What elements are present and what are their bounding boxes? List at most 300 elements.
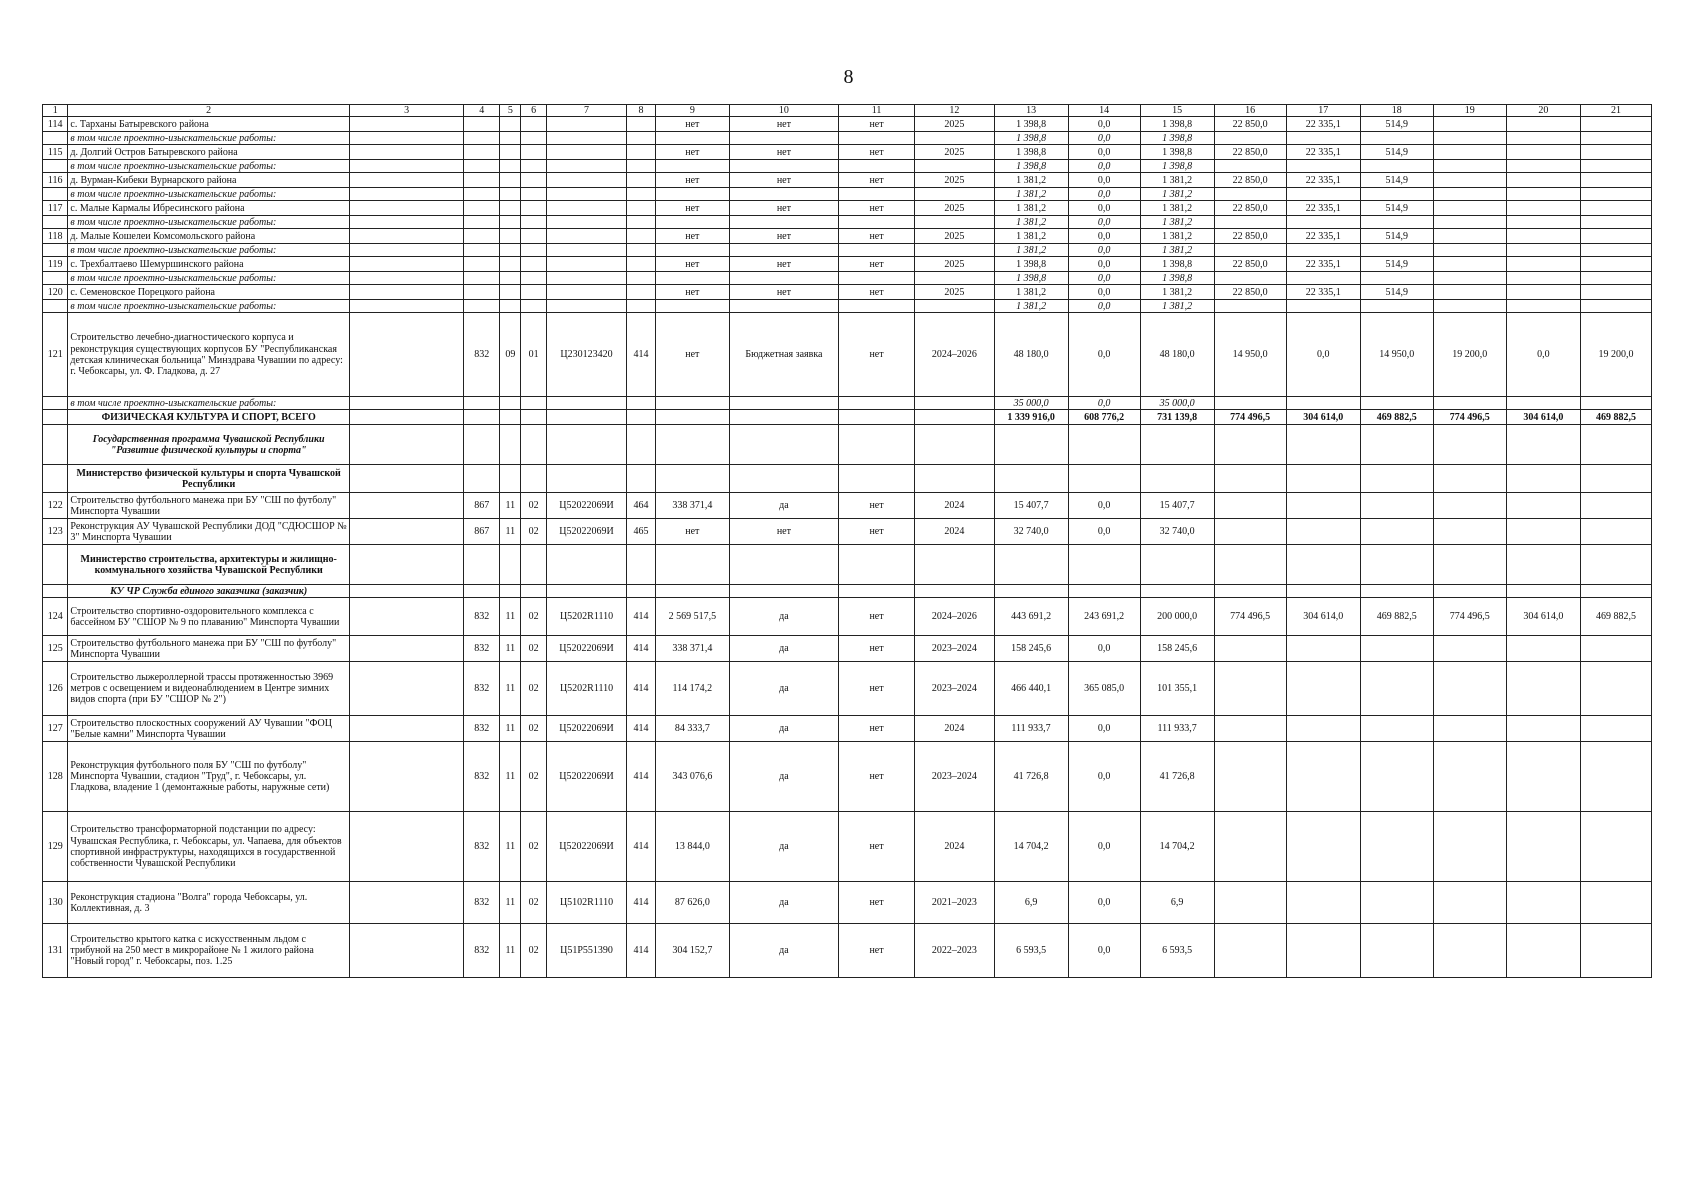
header-cell-18: 18 bbox=[1360, 105, 1433, 117]
cell-col-20 bbox=[1506, 397, 1580, 410]
cell-col-13: 1 381,2 bbox=[994, 300, 1068, 313]
object-name-cell: КУ ЧР Служба единого заказчика (заказчик) bbox=[68, 585, 350, 598]
cell-col-7 bbox=[546, 216, 626, 229]
cell-col-11 bbox=[838, 410, 914, 425]
cell-col-1 bbox=[43, 188, 68, 201]
table-row bbox=[43, 313, 1652, 397]
cell-col-17: 22 335,1 bbox=[1286, 117, 1360, 132]
cell-col-12: 2025 bbox=[915, 145, 994, 160]
cell-col-16 bbox=[1214, 519, 1286, 545]
cell-col-7: Ц52022069И bbox=[546, 742, 626, 812]
cell-col-13: 111 933,7 bbox=[994, 716, 1068, 742]
cell-col-5 bbox=[500, 132, 521, 145]
cell-col-8: 414 bbox=[627, 662, 656, 716]
table-row bbox=[43, 257, 1652, 272]
cell-col-18 bbox=[1360, 545, 1433, 585]
cell-col-1: 117 bbox=[43, 201, 68, 216]
cell-col-8 bbox=[627, 117, 656, 132]
cell-col-6 bbox=[521, 117, 546, 132]
subtotal-row bbox=[43, 272, 1652, 285]
cell-col-21 bbox=[1580, 145, 1651, 160]
cell-col-7: Ц51P551390 bbox=[546, 924, 626, 978]
cell-col-7 bbox=[546, 160, 626, 173]
cell-col-11: нет bbox=[838, 742, 914, 812]
cell-col-4 bbox=[464, 173, 500, 188]
cell-col-15: 6 593,5 bbox=[1140, 924, 1214, 978]
cell-col-4 bbox=[464, 465, 500, 493]
cell-col-13: 1 398,8 bbox=[994, 160, 1068, 173]
cell-col-17: 304 614,0 bbox=[1286, 598, 1360, 636]
cell-col-18 bbox=[1360, 160, 1433, 173]
cell-col-12 bbox=[915, 132, 994, 145]
cell-col-6 bbox=[521, 285, 546, 300]
cell-col-17 bbox=[1286, 519, 1360, 545]
cell-col-20 bbox=[1506, 188, 1580, 201]
cell-col-10 bbox=[729, 132, 838, 145]
cell-col-12 bbox=[915, 585, 994, 598]
cell-col-1: 120 bbox=[43, 285, 68, 300]
cell-col-3 bbox=[349, 201, 463, 216]
header-row bbox=[43, 105, 1652, 117]
cell-col-8 bbox=[627, 300, 656, 313]
cell-col-9: нет bbox=[655, 117, 729, 132]
header-cell-9: 9 bbox=[655, 105, 729, 117]
cell-col-21 bbox=[1580, 216, 1651, 229]
object-name-cell: в том числе проектно-изыскательские работы: bbox=[68, 397, 350, 410]
cell-col-1: 125 bbox=[43, 636, 68, 662]
cell-col-6 bbox=[521, 244, 546, 257]
header-cell-3: 3 bbox=[349, 105, 463, 117]
table-row bbox=[43, 173, 1652, 188]
cell-col-5: 11 bbox=[500, 742, 521, 812]
object-name-cell: в том числе проектно-изыскательские работы: bbox=[68, 272, 350, 285]
cell-col-19 bbox=[1433, 188, 1506, 201]
cell-col-4 bbox=[464, 188, 500, 201]
cell-col-6: 01 bbox=[521, 313, 546, 397]
cell-col-7 bbox=[546, 397, 626, 410]
cell-col-15: 200 000,0 bbox=[1140, 598, 1214, 636]
cell-col-10 bbox=[729, 465, 838, 493]
cell-col-14 bbox=[1068, 425, 1140, 465]
cell-col-17: 22 335,1 bbox=[1286, 229, 1360, 244]
cell-col-4 bbox=[464, 410, 500, 425]
cell-col-7: Ц5202R1110 bbox=[546, 662, 626, 716]
cell-col-16 bbox=[1214, 812, 1286, 882]
subtotal-row bbox=[43, 188, 1652, 201]
cell-col-6: 02 bbox=[521, 924, 546, 978]
cell-col-11 bbox=[838, 188, 914, 201]
cell-col-20 bbox=[1506, 272, 1580, 285]
cell-col-9 bbox=[655, 425, 729, 465]
cell-col-3 bbox=[349, 585, 463, 598]
cell-col-14: 0,0 bbox=[1068, 117, 1140, 132]
cell-col-13: 1 381,2 bbox=[994, 173, 1068, 188]
cell-col-5: 11 bbox=[500, 812, 521, 882]
cell-col-7: Ц52022069И bbox=[546, 636, 626, 662]
cell-col-13 bbox=[994, 425, 1068, 465]
cell-col-6 bbox=[521, 410, 546, 425]
cell-col-16 bbox=[1214, 300, 1286, 313]
cell-col-4 bbox=[464, 397, 500, 410]
cell-col-20 bbox=[1506, 636, 1580, 662]
budget-table bbox=[42, 104, 1652, 978]
cell-col-20 bbox=[1506, 662, 1580, 716]
cell-col-15 bbox=[1140, 585, 1214, 598]
cell-col-5: 11 bbox=[500, 716, 521, 742]
cell-col-18 bbox=[1360, 132, 1433, 145]
cell-col-10: нет bbox=[729, 257, 838, 272]
object-name-cell: в том числе проектно-изыскательские работы: bbox=[68, 244, 350, 257]
object-name-cell: Министерство строительства, архитектуры и жилищно-коммунального хозяйства Чувашской Республики bbox=[68, 545, 350, 585]
cell-col-12 bbox=[915, 216, 994, 229]
cell-col-6 bbox=[521, 272, 546, 285]
cell-col-1 bbox=[43, 216, 68, 229]
cell-col-6 bbox=[521, 188, 546, 201]
cell-col-9: 114 174,2 bbox=[655, 662, 729, 716]
cell-col-9: нет bbox=[655, 145, 729, 160]
cell-col-9: 304 152,7 bbox=[655, 924, 729, 978]
cell-col-4: 832 bbox=[464, 636, 500, 662]
cell-col-9 bbox=[655, 160, 729, 173]
cell-col-10 bbox=[729, 545, 838, 585]
cell-col-7: Ц52022069И bbox=[546, 519, 626, 545]
cell-col-16 bbox=[1214, 882, 1286, 924]
cell-col-12: 2023–2024 bbox=[915, 662, 994, 716]
cell-col-5 bbox=[500, 257, 521, 272]
cell-col-20 bbox=[1506, 285, 1580, 300]
cell-col-21 bbox=[1580, 812, 1651, 882]
cell-col-14 bbox=[1068, 545, 1140, 585]
cell-col-21 bbox=[1580, 742, 1651, 812]
cell-col-4 bbox=[464, 132, 500, 145]
cell-col-9 bbox=[655, 216, 729, 229]
cell-col-19 bbox=[1433, 229, 1506, 244]
cell-col-19: 19 200,0 bbox=[1433, 313, 1506, 397]
cell-col-11: нет bbox=[838, 173, 914, 188]
cell-col-19 bbox=[1433, 145, 1506, 160]
header-cell-1: 1 bbox=[43, 105, 68, 117]
cell-col-1: 116 bbox=[43, 173, 68, 188]
cell-col-10: нет bbox=[729, 145, 838, 160]
cell-col-12: 2023–2024 bbox=[915, 742, 994, 812]
cell-col-14: 0,0 bbox=[1068, 145, 1140, 160]
cell-col-17: 22 335,1 bbox=[1286, 257, 1360, 272]
table-row bbox=[43, 545, 1652, 585]
cell-col-4: 832 bbox=[464, 812, 500, 882]
cell-col-10: да bbox=[729, 882, 838, 924]
table-row bbox=[43, 201, 1652, 216]
cell-col-3 bbox=[349, 742, 463, 812]
cell-col-13: 32 740,0 bbox=[994, 519, 1068, 545]
cell-col-10: да bbox=[729, 716, 838, 742]
cell-col-21 bbox=[1580, 117, 1651, 132]
cell-col-7 bbox=[546, 229, 626, 244]
object-name-cell: д. Малые Кошелеи Комсомольского района bbox=[68, 229, 350, 244]
cell-col-3 bbox=[349, 229, 463, 244]
cell-col-21: 469 882,5 bbox=[1580, 598, 1651, 636]
object-name-cell: Министерство физической культуры и спорта Чувашской Республики bbox=[68, 465, 350, 493]
cell-col-13: 1 339 916,0 bbox=[994, 410, 1068, 425]
cell-col-16 bbox=[1214, 545, 1286, 585]
object-name-cell: Строительство крытого катка с искусственным льдом с трибуной на 250 мест в микрорайоне № 1 жилого района "Новый город" г. Чебоксары, поз. 1.25 bbox=[68, 924, 350, 978]
cell-col-16 bbox=[1214, 160, 1286, 173]
cell-col-21 bbox=[1580, 545, 1651, 585]
subtotal-row bbox=[43, 300, 1652, 313]
cell-col-18 bbox=[1360, 425, 1433, 465]
table-row bbox=[43, 117, 1652, 132]
cell-col-16: 22 850,0 bbox=[1214, 201, 1286, 216]
cell-col-15 bbox=[1140, 545, 1214, 585]
cell-col-11 bbox=[838, 300, 914, 313]
cell-col-6 bbox=[521, 545, 546, 585]
cell-col-11: нет bbox=[838, 882, 914, 924]
cell-col-15: 1 398,8 bbox=[1140, 160, 1214, 173]
cell-col-18: 514,9 bbox=[1360, 201, 1433, 216]
cell-col-3 bbox=[349, 272, 463, 285]
cell-col-10: да bbox=[729, 662, 838, 716]
cell-col-8 bbox=[627, 397, 656, 410]
table-row bbox=[43, 285, 1652, 300]
cell-col-12: 2025 bbox=[915, 285, 994, 300]
cell-col-11: нет bbox=[838, 636, 914, 662]
cell-col-17: 22 335,1 bbox=[1286, 145, 1360, 160]
cell-col-6 bbox=[521, 300, 546, 313]
cell-col-14: 0,0 bbox=[1068, 173, 1140, 188]
cell-col-17: 0,0 bbox=[1286, 313, 1360, 397]
cell-col-7: Ц52022069И bbox=[546, 812, 626, 882]
cell-col-6 bbox=[521, 173, 546, 188]
cell-col-8: 414 bbox=[627, 636, 656, 662]
cell-col-7 bbox=[546, 272, 626, 285]
object-name-cell: в том числе проектно-изыскательские работы: bbox=[68, 132, 350, 145]
cell-col-15: 1 381,2 bbox=[1140, 285, 1214, 300]
table-row bbox=[43, 924, 1652, 978]
cell-col-14: 0,0 bbox=[1068, 272, 1140, 285]
cell-col-20 bbox=[1506, 160, 1580, 173]
header-cell-15: 15 bbox=[1140, 105, 1214, 117]
cell-col-11 bbox=[838, 272, 914, 285]
cell-col-15: 1 398,8 bbox=[1140, 272, 1214, 285]
object-name-cell: Строительство футбольного манежа при БУ "СШ по футболу" Минспорта Чувашии bbox=[68, 493, 350, 519]
cell-col-17 bbox=[1286, 216, 1360, 229]
cell-col-19 bbox=[1433, 160, 1506, 173]
cell-col-16: 22 850,0 bbox=[1214, 145, 1286, 160]
cell-col-1: 114 bbox=[43, 117, 68, 132]
header-cell-11: 11 bbox=[838, 105, 914, 117]
cell-col-5: 11 bbox=[500, 636, 521, 662]
cell-col-8 bbox=[627, 285, 656, 300]
cell-col-16 bbox=[1214, 132, 1286, 145]
cell-col-12 bbox=[915, 545, 994, 585]
cell-col-8 bbox=[627, 216, 656, 229]
table-row bbox=[43, 229, 1652, 244]
cell-col-13 bbox=[994, 465, 1068, 493]
cell-col-16: 774 496,5 bbox=[1214, 598, 1286, 636]
cell-col-8 bbox=[627, 257, 656, 272]
header-cell-6: 6 bbox=[521, 105, 546, 117]
cell-col-9 bbox=[655, 585, 729, 598]
cell-col-18: 514,9 bbox=[1360, 145, 1433, 160]
cell-col-19 bbox=[1433, 742, 1506, 812]
cell-col-19 bbox=[1433, 636, 1506, 662]
cell-col-8 bbox=[627, 132, 656, 145]
cell-col-15 bbox=[1140, 465, 1214, 493]
cell-col-14: 0,0 bbox=[1068, 742, 1140, 812]
cell-col-13: 48 180,0 bbox=[994, 313, 1068, 397]
cell-col-11: нет bbox=[838, 812, 914, 882]
cell-col-8: 414 bbox=[627, 716, 656, 742]
cell-col-9: нет bbox=[655, 313, 729, 397]
cell-col-20 bbox=[1506, 585, 1580, 598]
cell-col-13: 158 245,6 bbox=[994, 636, 1068, 662]
cell-col-7 bbox=[546, 244, 626, 257]
cell-col-17 bbox=[1286, 545, 1360, 585]
cell-col-1 bbox=[43, 410, 68, 425]
cell-col-19 bbox=[1433, 882, 1506, 924]
cell-col-5 bbox=[500, 244, 521, 257]
cell-col-20 bbox=[1506, 465, 1580, 493]
cell-col-5: 09 bbox=[500, 313, 521, 397]
cell-col-11: нет bbox=[838, 201, 914, 216]
cell-col-17 bbox=[1286, 188, 1360, 201]
header-cell-21: 21 bbox=[1580, 105, 1651, 117]
cell-col-19 bbox=[1433, 662, 1506, 716]
cell-col-14: 0,0 bbox=[1068, 201, 1140, 216]
cell-col-17 bbox=[1286, 493, 1360, 519]
cell-col-1: 123 bbox=[43, 519, 68, 545]
cell-col-1: 121 bbox=[43, 313, 68, 397]
cell-col-16: 22 850,0 bbox=[1214, 285, 1286, 300]
header-cell-8: 8 bbox=[627, 105, 656, 117]
cell-col-17 bbox=[1286, 397, 1360, 410]
cell-col-10: Бюджетная заявка bbox=[729, 313, 838, 397]
header-cell-20: 20 bbox=[1506, 105, 1580, 117]
cell-col-8 bbox=[627, 465, 656, 493]
cell-col-14: 0,0 bbox=[1068, 160, 1140, 173]
cell-col-21 bbox=[1580, 882, 1651, 924]
cell-col-6: 02 bbox=[521, 598, 546, 636]
cell-col-19 bbox=[1433, 257, 1506, 272]
cell-col-8 bbox=[627, 244, 656, 257]
cell-col-1 bbox=[43, 397, 68, 410]
cell-col-5 bbox=[500, 216, 521, 229]
object-name-cell: Строительство спортивно-оздоровительного комплекса с бассейном БУ "СШОР № 9 по плаванию" Минспорта Чувашии bbox=[68, 598, 350, 636]
cell-col-3 bbox=[349, 300, 463, 313]
cell-col-12 bbox=[915, 410, 994, 425]
cell-col-14: 243 691,2 bbox=[1068, 598, 1140, 636]
subtotal-row bbox=[43, 132, 1652, 145]
cell-col-11: нет bbox=[838, 229, 914, 244]
cell-col-13: 14 704,2 bbox=[994, 812, 1068, 882]
object-name-cell: Реконструкция футбольного поля БУ "СШ по футболу" Минспорта Чувашии, стадион "Труд", г. Чебоксары, ул. Гладкова, владение 1 (демонтажные работы, наружные сети) bbox=[68, 742, 350, 812]
subtotal-row bbox=[43, 244, 1652, 257]
cell-col-3 bbox=[349, 244, 463, 257]
cell-col-19 bbox=[1433, 585, 1506, 598]
cell-col-20 bbox=[1506, 132, 1580, 145]
object-name-cell: д. Долгий Остров Батыревского района bbox=[68, 145, 350, 160]
cell-col-5: 11 bbox=[500, 598, 521, 636]
cell-col-19 bbox=[1433, 716, 1506, 742]
cell-col-6: 02 bbox=[521, 742, 546, 812]
cell-col-19 bbox=[1433, 272, 1506, 285]
cell-col-16 bbox=[1214, 924, 1286, 978]
cell-col-4 bbox=[464, 201, 500, 216]
cell-col-16 bbox=[1214, 216, 1286, 229]
cell-col-5: 11 bbox=[500, 493, 521, 519]
cell-col-13: 35 000,0 bbox=[994, 397, 1068, 410]
cell-col-8: 465 bbox=[627, 519, 656, 545]
object-name-cell: Строительство плоскостных сооружений АУ Чувашии "ФОЦ "Белые камни" Минспорта Чувашии bbox=[68, 716, 350, 742]
cell-col-4 bbox=[464, 160, 500, 173]
cell-col-8 bbox=[627, 410, 656, 425]
cell-col-5 bbox=[500, 160, 521, 173]
cell-col-11 bbox=[838, 425, 914, 465]
cell-col-3 bbox=[349, 662, 463, 716]
object-name-cell: в том числе проектно-изыскательские работы: bbox=[68, 160, 350, 173]
cell-col-10 bbox=[729, 160, 838, 173]
cell-col-20: 0,0 bbox=[1506, 313, 1580, 397]
cell-col-18: 469 882,5 bbox=[1360, 598, 1433, 636]
cell-col-1: 119 bbox=[43, 257, 68, 272]
cell-col-4: 832 bbox=[464, 598, 500, 636]
cell-col-7: Ц52022069И bbox=[546, 716, 626, 742]
cell-col-15: 731 139,8 bbox=[1140, 410, 1214, 425]
cell-col-4 bbox=[464, 145, 500, 160]
cell-col-14: 0,0 bbox=[1068, 257, 1140, 272]
cell-col-20 bbox=[1506, 742, 1580, 812]
cell-col-6: 02 bbox=[521, 882, 546, 924]
object-name-cell: Реконструкция АУ Чувашской Республики ДОД "СДЮСШОР № 3" Минспорта Чувашии bbox=[68, 519, 350, 545]
cell-col-9: 2 569 517,5 bbox=[655, 598, 729, 636]
cell-col-14: 0,0 bbox=[1068, 882, 1140, 924]
cell-col-6 bbox=[521, 397, 546, 410]
cell-col-19 bbox=[1433, 244, 1506, 257]
cell-col-4 bbox=[464, 272, 500, 285]
object-name-cell: Строительство лыжероллерной трассы протяженностью 3969 метров с освещением и видеонаблюдением в Центре зимних видов спорта (при БУ "СШОР № 2") bbox=[68, 662, 350, 716]
cell-col-16: 22 850,0 bbox=[1214, 117, 1286, 132]
cell-col-16: 22 850,0 bbox=[1214, 173, 1286, 188]
cell-col-13: 1 381,2 bbox=[994, 285, 1068, 300]
cell-col-11: нет bbox=[838, 493, 914, 519]
cell-col-16 bbox=[1214, 397, 1286, 410]
cell-col-11 bbox=[838, 160, 914, 173]
cell-col-10: нет bbox=[729, 519, 838, 545]
cell-col-20 bbox=[1506, 300, 1580, 313]
cell-col-6 bbox=[521, 229, 546, 244]
cell-col-1 bbox=[43, 160, 68, 173]
cell-col-6 bbox=[521, 425, 546, 465]
cell-col-3 bbox=[349, 598, 463, 636]
cell-col-20 bbox=[1506, 173, 1580, 188]
cell-col-11: нет bbox=[838, 145, 914, 160]
table-row bbox=[43, 636, 1652, 662]
table-row bbox=[43, 465, 1652, 493]
cell-col-10 bbox=[729, 300, 838, 313]
cell-col-5 bbox=[500, 465, 521, 493]
cell-col-3 bbox=[349, 545, 463, 585]
cell-col-1: 128 bbox=[43, 742, 68, 812]
object-name-cell: с. Трехбалтаево Шемуршинского района bbox=[68, 257, 350, 272]
cell-col-5 bbox=[500, 272, 521, 285]
cell-col-16 bbox=[1214, 465, 1286, 493]
cell-col-3 bbox=[349, 924, 463, 978]
cell-col-11 bbox=[838, 216, 914, 229]
cell-col-4 bbox=[464, 285, 500, 300]
table-row bbox=[43, 742, 1652, 812]
cell-col-12 bbox=[915, 244, 994, 257]
cell-col-16 bbox=[1214, 425, 1286, 465]
cell-col-9: нет bbox=[655, 173, 729, 188]
